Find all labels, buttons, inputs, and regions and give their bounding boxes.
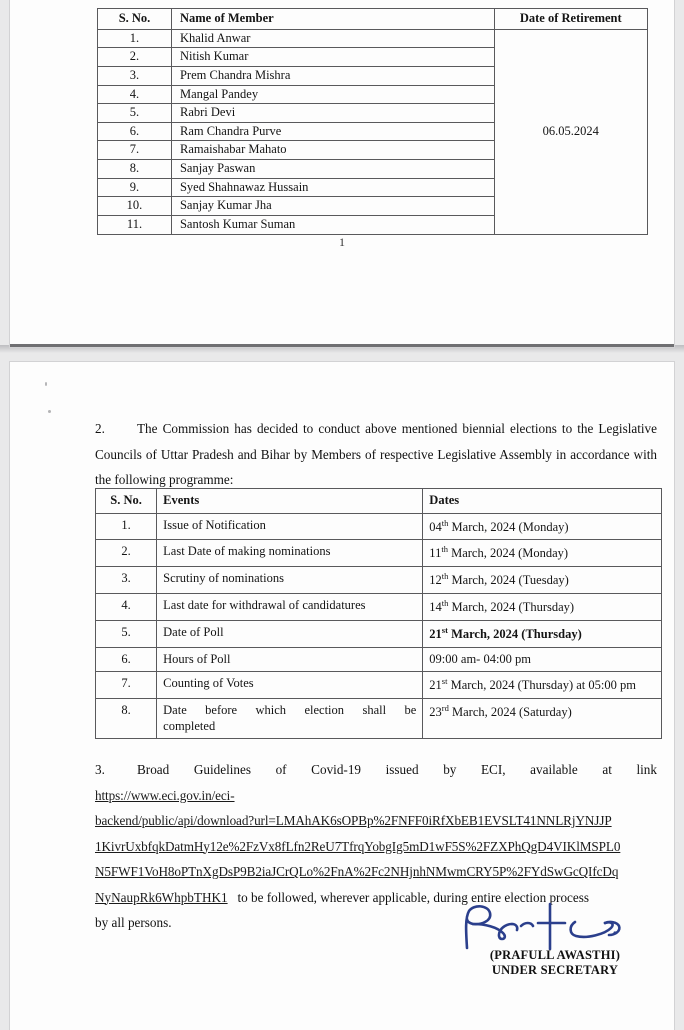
event-serial-number: 2. <box>96 540 157 567</box>
event-description: Scrutiny of nominations <box>157 567 423 594</box>
member-name: Syed Shahnawaz Hussain <box>171 178 494 197</box>
event-description: Issue of Notification <box>157 513 423 540</box>
table-row <box>96 513 662 540</box>
member-serial-number: 7. <box>98 141 172 160</box>
table-header-row <box>98 9 648 30</box>
event-serial-number: 1. <box>96 513 157 540</box>
table-row <box>96 567 662 594</box>
paragraph-3-tail-line-1: to be followed, wherever applicable, during entire election process <box>237 889 590 905</box>
column-header-events: Events <box>157 489 423 514</box>
member-serial-number: 1. <box>98 29 172 48</box>
member-serial-number: 8. <box>98 160 172 179</box>
scan-artifact-speck <box>45 382 47 386</box>
table-row <box>96 672 662 699</box>
event-description: Last date for withdrawal of candidatures <box>157 593 423 620</box>
member-serial-number: 2. <box>98 48 172 67</box>
table-row <box>96 698 662 738</box>
event-serial-number: 3. <box>96 567 157 594</box>
member-serial-number: 10. <box>98 197 172 216</box>
event-serial-number: 6. <box>96 647 157 672</box>
signature-block <box>440 902 670 978</box>
members-table <box>97 8 648 235</box>
member-serial-number: 11. <box>98 215 172 234</box>
paragraph-3-lead-line <box>95 757 657 783</box>
member-name: Rabri Devi <box>171 104 494 123</box>
eci-guidelines-link-line-4[interactable]: N5FWF1VoH8oPTnXgDsP9B2iaJCrQLo%2FnA%2Fc2NHjnhNMwmCRY5P%2FYdSwGcQIfcDq <box>95 864 619 879</box>
paragraph-2-number: 2. <box>95 421 105 436</box>
member-serial-number: 9. <box>98 178 172 197</box>
event-date: 12th March, 2024 (Tuesday) <box>423 567 662 594</box>
eci-guidelines-link-line-2[interactable]: backend/public/api/download?url=LMAhAK6sOPBp%2FNFF0iRfXbEB1EVSLT41NNLRjYNJJP <box>95 813 612 828</box>
table-row <box>96 593 662 620</box>
event-description: Date of Poll <box>157 620 423 647</box>
paragraph-3-lead-text: Broad Guidelines of Covid-19 issued by ECI, available at link <box>137 762 657 777</box>
page-number: 1 <box>339 235 345 249</box>
event-serial-number: 8. <box>96 698 157 738</box>
paragraph-2 <box>95 416 657 493</box>
member-name: Nitish Kumar <box>171 48 494 67</box>
table-header-row <box>96 489 662 514</box>
eci-guidelines-link-line-1[interactable]: https://www.eci.gov.in/eci- <box>95 787 235 803</box>
event-serial-number: 4. <box>96 593 157 620</box>
member-serial-number: 6. <box>98 122 172 141</box>
event-serial-number: 7. <box>96 672 157 699</box>
member-name: Ram Chandra Purve <box>171 122 494 141</box>
column-header-sno: S. No. <box>98 9 172 30</box>
paragraph-2-text: The Commission has decided to conduct above mentioned biennial elections to the Legislative Councils of Uttar Pradesh and Bihar by Members of respective Legislative Assembly in accordance with the following programme: <box>95 421 657 487</box>
member-serial-number: 3. <box>98 66 172 85</box>
table-row <box>96 647 662 672</box>
scan-artifact-speck <box>48 410 51 413</box>
paragraph-3-tail-line-2: by all persons. <box>95 915 172 930</box>
event-serial-number: 5. <box>96 620 157 647</box>
election-programme-table <box>95 488 662 739</box>
member-name: Santosh Kumar Suman <box>171 215 494 234</box>
paragraph-3-number: 3. <box>95 762 105 777</box>
member-serial-number: 4. <box>98 85 172 104</box>
column-header-dates: Dates <box>423 489 662 514</box>
event-description: Last Date of making nominations <box>157 540 423 567</box>
table-row <box>96 540 662 567</box>
eci-guidelines-link-line-5[interactable]: NyNaupRk6WhpbTHK1 <box>95 889 228 905</box>
member-serial-number: 5. <box>98 104 172 123</box>
member-name: Khalid Anwar <box>171 29 494 48</box>
column-header-date-of-retirement: Date of Retirement <box>494 9 647 30</box>
member-name: Sanjay Kumar Jha <box>171 197 494 216</box>
event-date: 23rd March, 2024 (Saturday) <box>423 698 662 738</box>
event-description: Counting of Votes <box>157 672 423 699</box>
event-date: 21st March, 2024 (Thursday) <box>423 620 662 647</box>
table-row <box>98 29 648 48</box>
eci-guidelines-link-line-3[interactable]: 1KivrUxbfqkDatmHy12e%2FzVx8fLfn2ReU7TfrqYobgIg5mD1wF5S%2FZXPhQgD4VIKlMSPL0 <box>95 838 621 854</box>
event-date: 09:00 am- 04:00 pm <box>423 647 662 672</box>
scanned-page-one <box>10 0 674 347</box>
event-description: Hours of Poll <box>157 647 423 672</box>
date-of-retirement-value: 06.05.2024 <box>494 29 647 234</box>
event-date: 14th March, 2024 (Thursday) <box>423 593 662 620</box>
signatory-name: (PRAFULL AWASTHI) <box>489 948 621 962</box>
member-name: Mangal Pandey <box>171 85 494 104</box>
column-header-sno: S. No. <box>96 489 157 514</box>
event-date: 11th March, 2024 (Monday) <box>423 540 662 567</box>
page-separator-shadow <box>0 345 684 363</box>
column-header-name: Name of Member <box>171 9 494 30</box>
scanned-page-two <box>10 362 674 1030</box>
table-row <box>96 620 662 647</box>
member-name: Ramaishabar Mahato <box>171 141 494 160</box>
event-date: 21st March, 2024 (Thursday) at 05:00 pm <box>423 672 662 699</box>
member-name: Sanjay Paswan <box>171 160 494 179</box>
member-name: Prem Chandra Mishra <box>171 66 494 85</box>
signatory-title: UNDER SECRETARY <box>491 963 619 977</box>
handwritten-signature-icon <box>440 902 670 950</box>
event-description: Date before which election shall be completed <box>157 698 423 738</box>
event-date: 04th March, 2024 (Monday) <box>423 513 662 540</box>
